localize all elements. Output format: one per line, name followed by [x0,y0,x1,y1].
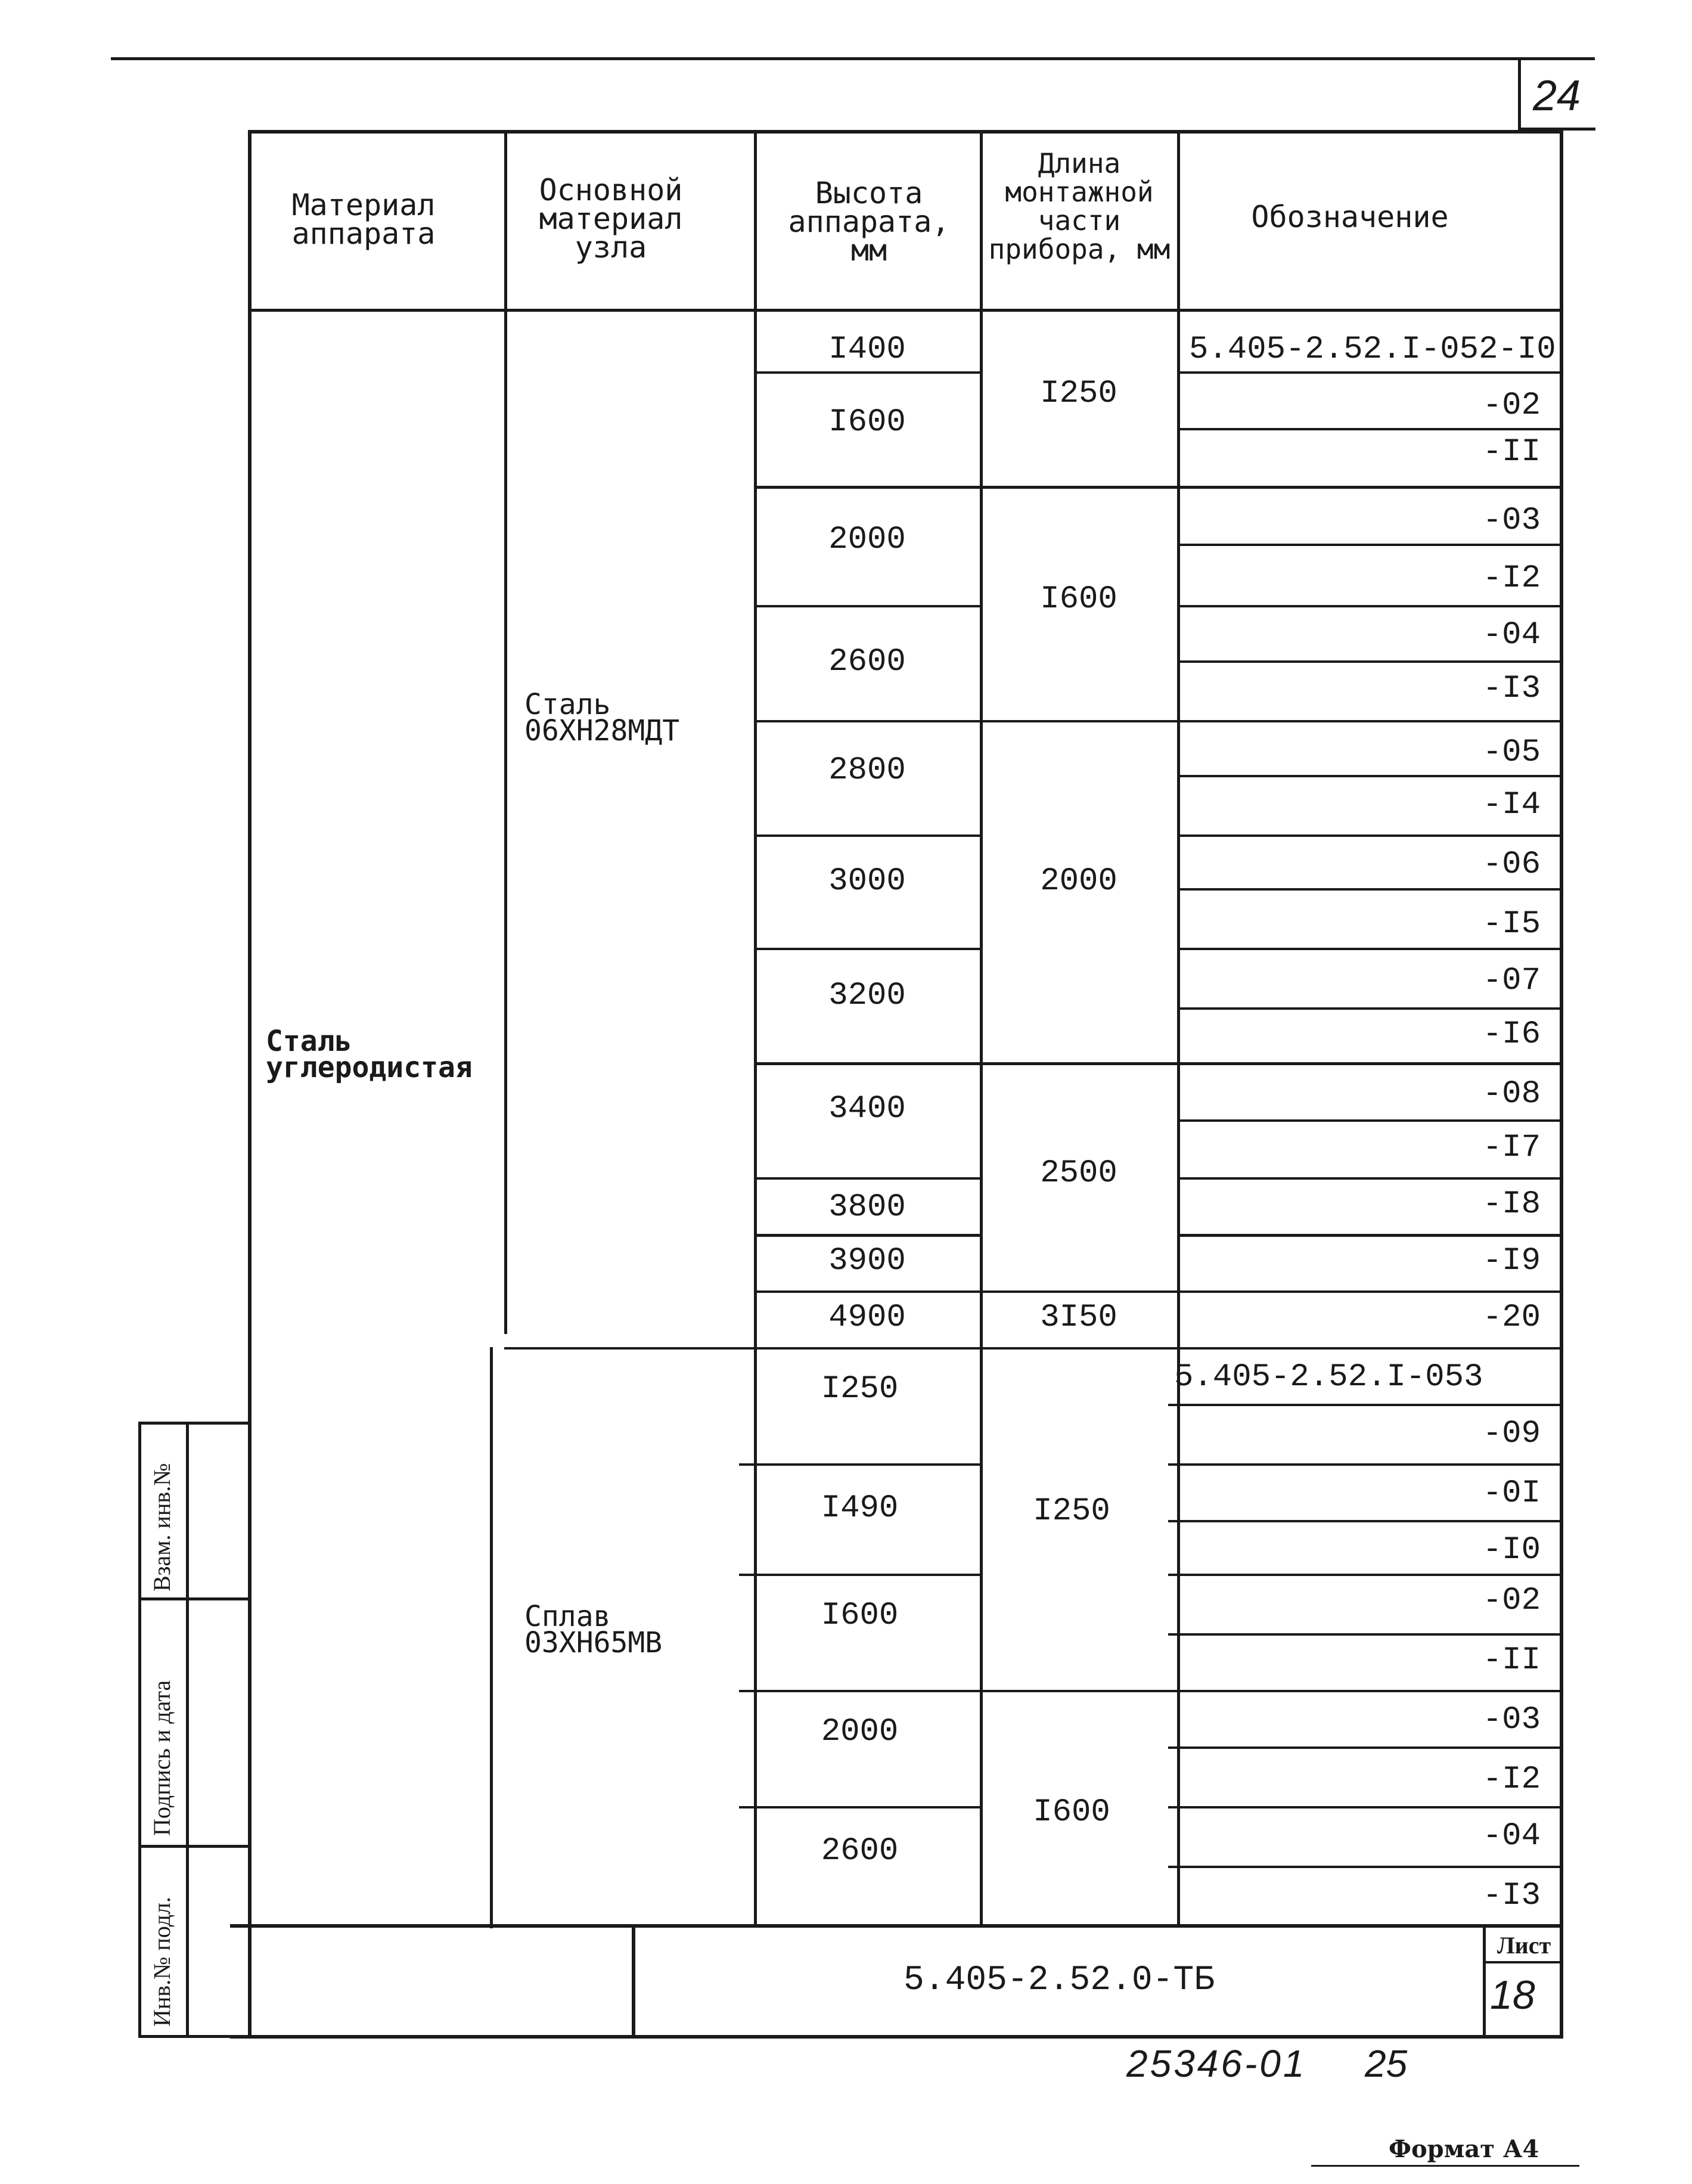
header-bottom-line [248,309,1563,312]
h-line [754,948,980,950]
d-line [1168,1520,1563,1522]
height-cell: 2600 [821,1833,899,1869]
header-base-material: Основной материал узла [539,173,683,265]
corner-box-left [1518,60,1521,130]
designation-cell: -02 [1482,1583,1541,1619]
designation-cell: -04 [1482,617,1541,653]
mount-length-cell: I250 [1040,376,1117,412]
sheet-label: Лист [1497,1932,1551,1959]
h-line [754,1177,980,1180]
m-line [980,720,1178,722]
side-stamp-bottom [138,2035,249,2038]
d-line [1177,660,1563,663]
designation-cell: -I7 [1482,1130,1541,1166]
side-stamp-inv-orig: Инв.№ подл. [148,1897,175,2027]
d-line [1177,720,1563,722]
d-line [1177,428,1563,430]
d-line [1168,1463,1563,1466]
side-stamp-sign-date: Подпись и дата [148,1680,175,1836]
frame-bottom [230,2035,1563,2039]
designation-cell: -0I [1482,1475,1541,1512]
header-material-apparatus: Материал аппарата [291,188,436,251]
d-line [1177,1234,1563,1237]
height-cell: 3900 [828,1243,906,1279]
designation-cell: -20 [1482,1299,1541,1336]
sheet-number: 18 [1490,1972,1535,2018]
designation-cell: -07 [1482,963,1541,999]
col-line-2 [754,130,757,1924]
designation-cell: -I4 [1482,787,1541,823]
designation-cell: -I2 [1482,560,1541,597]
d-line [1177,1290,1563,1293]
h-line [754,834,980,837]
designation-cell: -II [1482,434,1541,470]
sheet-corner-number: 24 [1533,72,1581,120]
d-line [1177,371,1563,374]
designation-cell: -I3 [1482,671,1541,707]
d-line [1177,834,1563,837]
mount-length-cell: I250 [1033,1493,1110,1530]
designation-cell: -06 [1482,846,1541,883]
designation-cell: -I5 [1482,906,1541,942]
height-cell: I600 [821,1597,899,1634]
designation-cell: -05 [1482,734,1541,771]
mount-length-cell: 2000 [1040,863,1117,899]
title-block-top [230,1924,1563,1928]
d-line [1177,544,1563,546]
h-line [739,1806,980,1808]
side-stamp-left [138,1422,141,2037]
side-stamp-top [138,1422,249,1425]
designation-cell: -03 [1482,502,1541,539]
designation-cell: -08 [1482,1076,1541,1112]
h-line [739,1574,980,1576]
d-line [1168,1690,1563,1692]
format-underline [1311,2165,1579,2167]
height-cell: 2000 [821,1714,899,1750]
d-line [1168,1574,1563,1576]
designation-cell: -02 [1482,387,1541,424]
side-stamp-sep1 [138,1597,249,1600]
h-line [754,720,980,722]
designation-cell: -I2 [1482,1761,1541,1798]
designation-cell: -I0 [1482,1532,1541,1568]
col-line-1b [490,1347,493,1928]
header-height: Высота аппарата, мм [788,176,950,268]
d-line [1177,486,1563,489]
height-cell: I600 [828,404,906,440]
stamp-number: 25346-01 [1126,2042,1307,2085]
d-line [1177,775,1563,777]
frame-left [248,130,252,2037]
height-cell: 3200 [828,978,906,1014]
mount-length-cell: 3I50 [1040,1299,1117,1336]
d-line [1168,1633,1563,1636]
height-cell: I400 [828,331,906,368]
height-cell: 3800 [828,1189,906,1226]
sheet-box-divider [1483,1961,1563,1963]
base-material-2: Сплав 03ХН65МВ [524,1600,663,1659]
designation-cell: -03 [1482,1702,1541,1738]
d-line [1168,1806,1563,1808]
base-material-1: Сталь 06ХН28МДТ [524,688,680,747]
d-line [1168,1866,1563,1868]
stamp-page: 25 [1365,2042,1408,2085]
designation-cell: 5.405-2.52.I-052-I0 [1189,331,1556,368]
h-line [754,371,980,374]
height-cell: 3000 [828,863,906,899]
frame-right [1560,130,1563,2037]
h-line [739,1690,980,1692]
d-line [1177,888,1563,891]
format-label: Формат А4 [1389,2135,1539,2163]
designation-cell: -I8 [1482,1186,1541,1223]
document-code: 5.405-2.52.0-ТБ [903,1961,1215,2000]
d-line [1177,948,1563,950]
d-line [1177,1007,1563,1010]
height-cell: 3400 [828,1091,906,1127]
m-line [980,1290,1178,1293]
height-cell: 2800 [828,752,906,789]
m-line [980,1062,1178,1065]
col-line-1 [504,130,507,1334]
frame-top [248,130,1563,134]
apparatus-material: Сталь углеродистая [266,1025,473,1084]
mount-length-cell: I600 [1033,1794,1110,1831]
side-stamp-replace-inv: Взам. инв.№ [148,1463,175,1592]
designation-cell: -04 [1482,1818,1541,1854]
header-mount-length: Длина монтажной части прибора, мм [988,147,1171,265]
height-cell: 2600 [828,644,906,680]
d-line [1177,1062,1563,1065]
h-line [754,486,980,489]
h-line [739,1463,980,1466]
designation-cell: -I9 [1482,1243,1541,1279]
designation-cell: 5.405-2.52.I-053 [1174,1359,1483,1395]
d-line [1177,605,1563,607]
group-separator [504,1347,1563,1350]
header-designation: Обозначение [1251,200,1449,234]
top-border-line [111,57,1595,60]
d-line [1168,1404,1563,1406]
d-line [1177,1119,1563,1122]
h-line [754,1290,980,1293]
height-cell: 2000 [828,522,906,558]
mount-length-cell: I600 [1040,581,1117,618]
designation-cell: -09 [1482,1416,1541,1452]
d-line [1168,1746,1563,1749]
m-line [980,486,1178,489]
side-stamp-sep2 [138,1845,249,1848]
designation-cell: -II [1482,1642,1541,1679]
height-cell: I490 [821,1490,899,1527]
h-line [754,1234,980,1237]
m-line [965,1690,1178,1692]
d-line [1177,1177,1563,1180]
h-line [754,605,980,607]
side-stamp-mid [186,1422,189,2037]
designation-cell: -I6 [1482,1016,1541,1053]
mount-length-cell: 2500 [1040,1155,1117,1192]
height-cell: I250 [821,1371,899,1407]
designation-cell: -I3 [1482,1878,1541,1914]
height-cell: 4900 [828,1299,906,1336]
h-line [754,1062,980,1065]
